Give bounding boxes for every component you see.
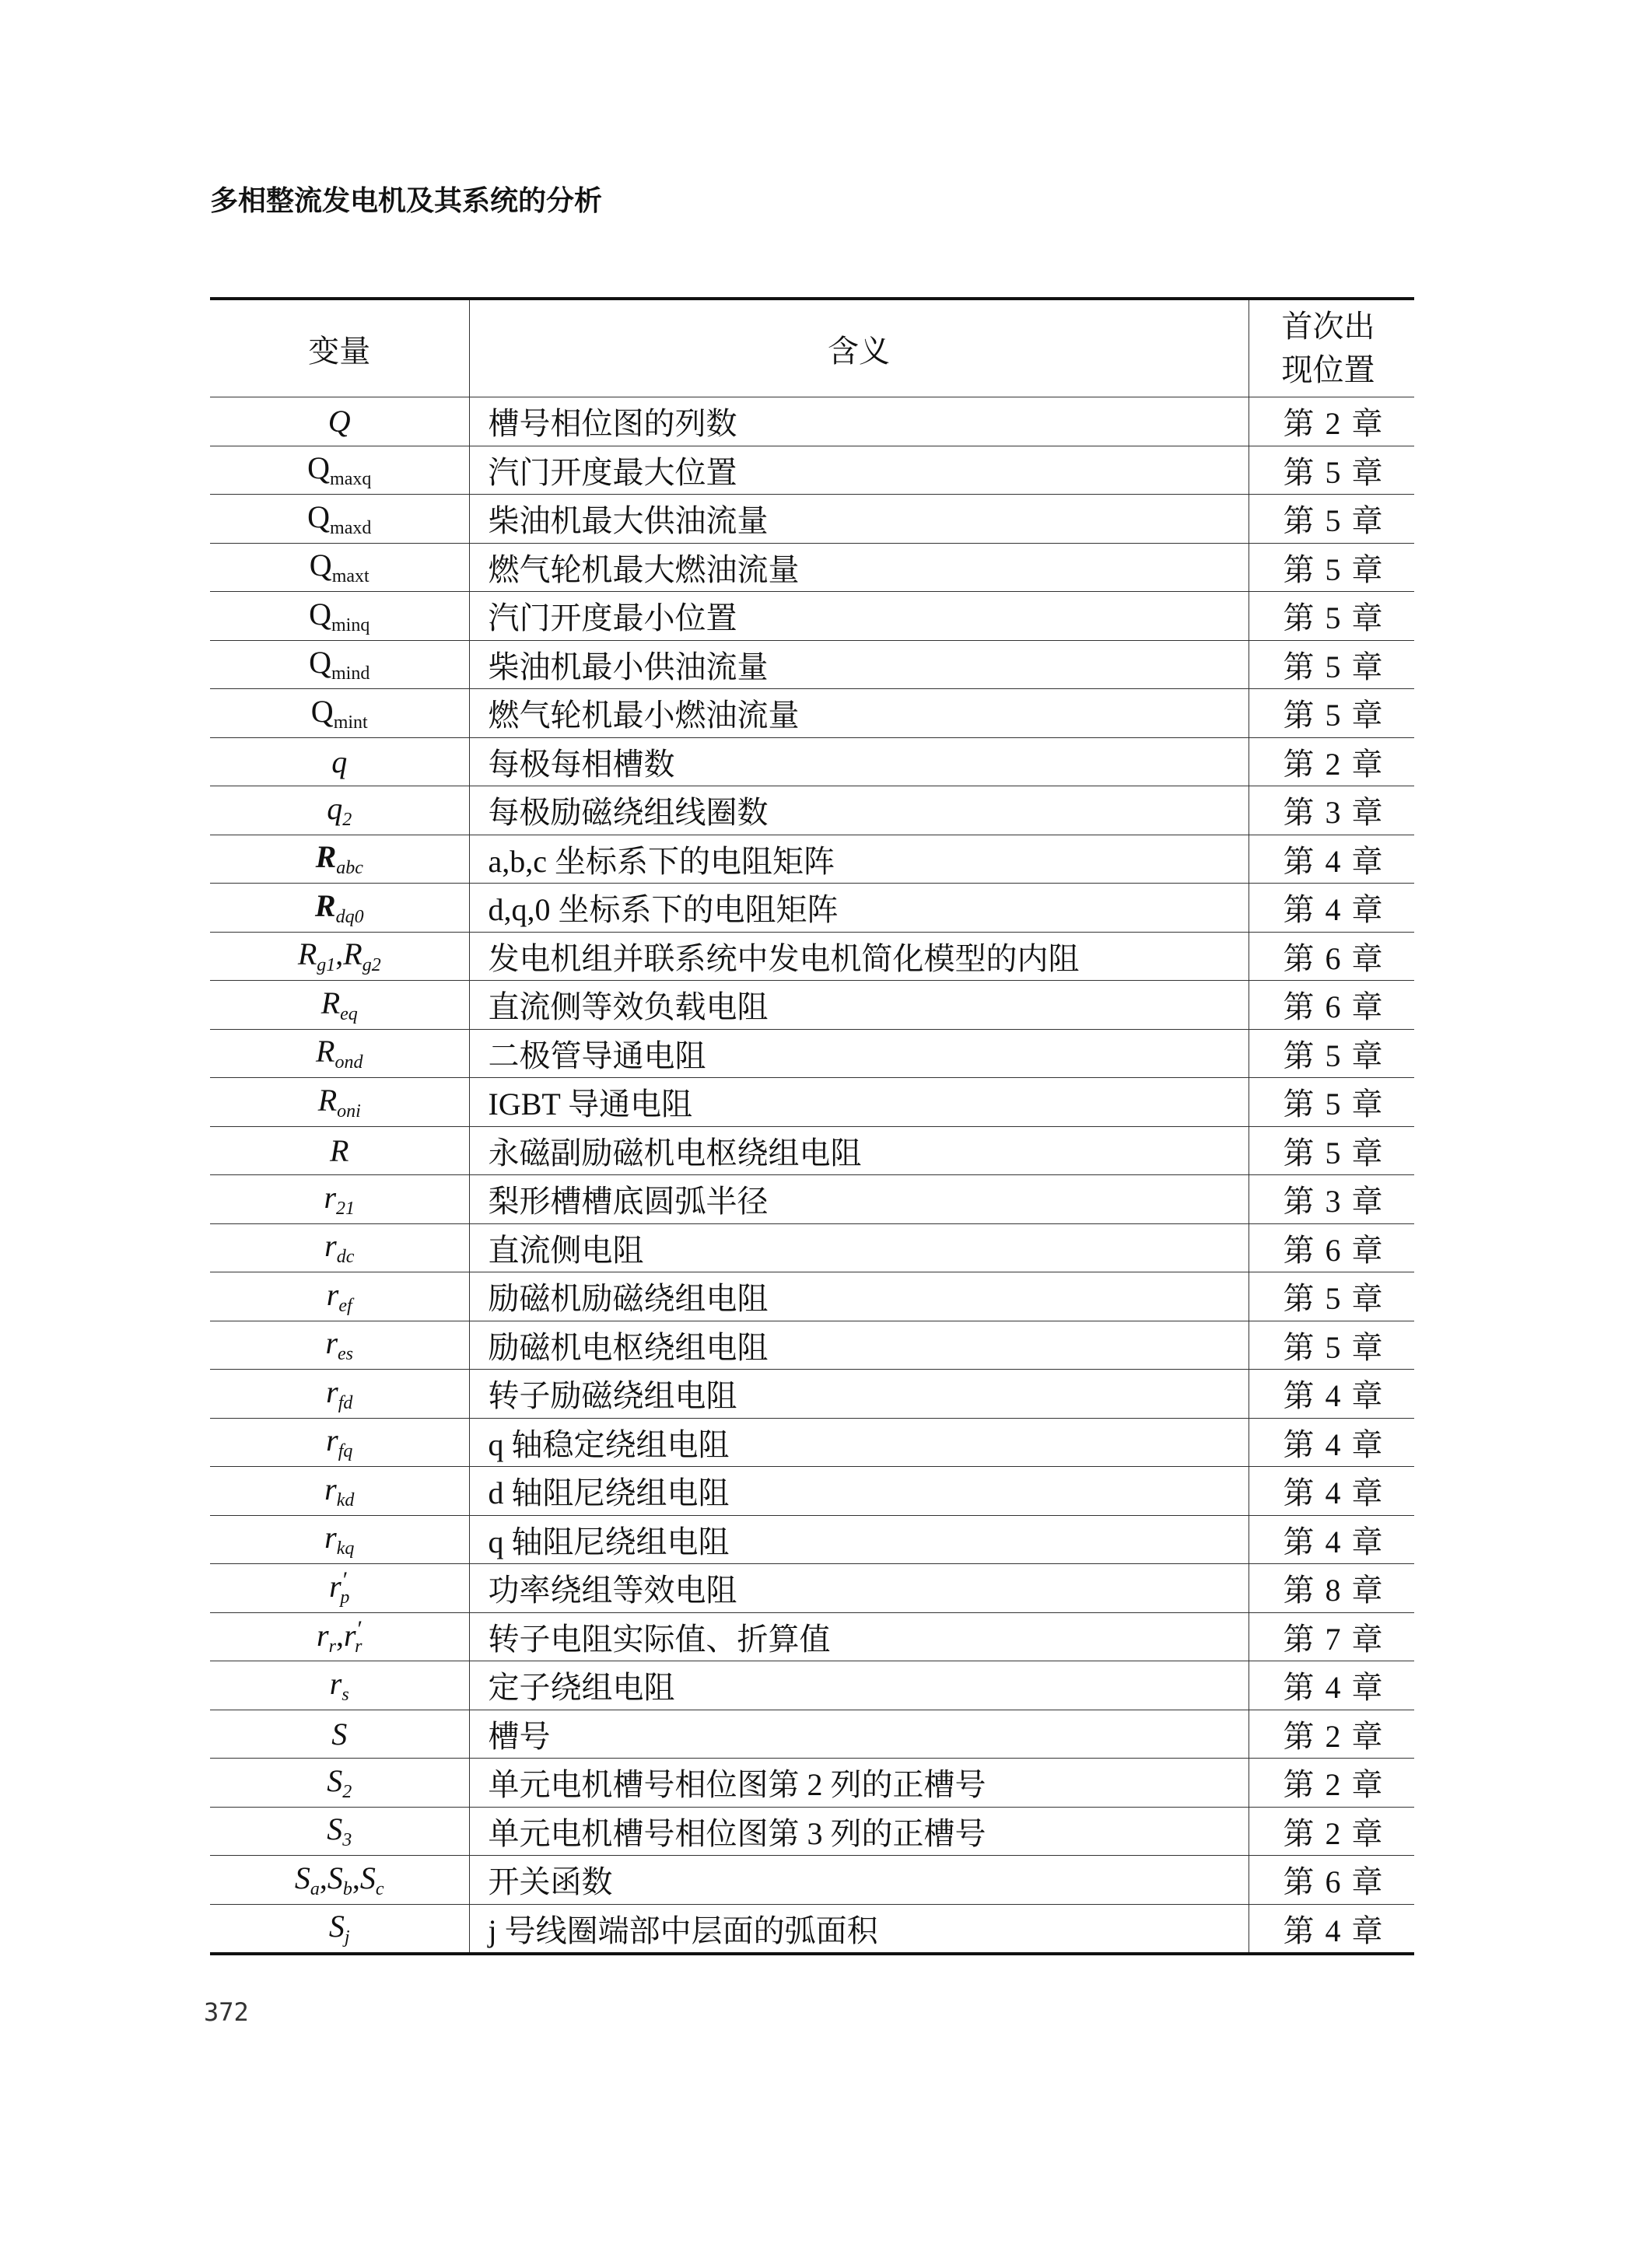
- symbol-subscript: abc: [336, 858, 363, 879]
- chapter-cell: 第 5 章: [1249, 495, 1414, 544]
- chapter-cell: 第 5 章: [1249, 689, 1414, 738]
- meaning-cell: 功率绕组等效电阻: [469, 1564, 1249, 1613]
- symbol-subscript: r: [328, 1636, 336, 1657]
- chapter-cell: 第 4 章: [1249, 1467, 1414, 1516]
- meaning-cell: a,b,c 坐标系下的电阻矩阵: [469, 835, 1249, 884]
- meaning-cell: 转子电阻实际值、折算值: [469, 1612, 1249, 1661]
- chapter-cell: 第 2 章: [1249, 1710, 1414, 1759]
- chapter-cell: 第 2 章: [1249, 397, 1414, 446]
- meaning-cell: 燃气轮机最大燃油流量: [469, 543, 1249, 592]
- header-variable: 变量: [210, 299, 469, 397]
- symbol-separator: ,: [335, 1617, 344, 1653]
- symbol-main: r: [343, 1617, 356, 1653]
- variable-cell: [210, 1612, 469, 1661]
- symbol-subscript: g1: [317, 955, 336, 976]
- symbol-subscript: maxq: [330, 469, 372, 490]
- variable-cell: [210, 884, 469, 933]
- symbol-subscript: maxd: [330, 517, 372, 538]
- chapter-cell: 第 4 章: [1249, 1370, 1414, 1419]
- chapter-cell: 第 6 章: [1249, 932, 1414, 981]
- page-number: 372: [204, 1997, 249, 2027]
- table-row: [210, 1612, 1414, 1661]
- symbol-main: r: [325, 1325, 338, 1361]
- meaning-cell: j 号线圈端部中层面的弧面积: [469, 1904, 1249, 1954]
- symbol-main: r: [326, 1423, 338, 1458]
- chapter-cell: 第 4 章: [1249, 1418, 1414, 1467]
- chapter-cell: 第 4 章: [1249, 1515, 1414, 1564]
- symbol-subscript: kd: [336, 1489, 355, 1510]
- symbol-main: S: [294, 1860, 310, 1895]
- symbol-main: R: [330, 1132, 349, 1168]
- table-row: [210, 1029, 1414, 1078]
- chapter-cell: 第 4 章: [1249, 1661, 1414, 1710]
- symbol-subscript: 3: [342, 1830, 352, 1851]
- table-row: [210, 397, 1414, 446]
- symbol-main: Q: [310, 693, 334, 729]
- meaning-cell: IGBT 导通电阻: [469, 1078, 1249, 1127]
- symbol-subscript: g2: [362, 955, 381, 976]
- chapter-cell: 第 7 章: [1249, 1612, 1414, 1661]
- chapter-cell: 第 8 章: [1249, 1564, 1414, 1613]
- symbol-main: S: [328, 1909, 345, 1944]
- symbol-main: r: [324, 1179, 337, 1215]
- variable-cell: [210, 446, 469, 495]
- symbol-main: r: [329, 1665, 342, 1701]
- table-row: [210, 884, 1414, 933]
- chapter-cell: 第 4 章: [1249, 835, 1414, 884]
- meaning-cell: 二极管导通电阻: [469, 1029, 1249, 1078]
- meaning-cell: d 轴阻尼绕组电阻: [469, 1467, 1249, 1516]
- variable-cell: [210, 1564, 469, 1613]
- variable-cell: [210, 1418, 469, 1467]
- variable-cell: [210, 932, 469, 981]
- symbol-subscript: mind: [331, 663, 370, 684]
- table-header: [210, 299, 1414, 397]
- symbol-main: r: [324, 1471, 337, 1507]
- header-first-line1: 首次出: [1281, 309, 1375, 344]
- table-row: [210, 495, 1414, 544]
- symbol-main: R: [297, 936, 317, 972]
- meaning-cell: 汽门开度最小位置: [469, 592, 1249, 641]
- chapter-cell: 第 2 章: [1249, 737, 1414, 786]
- variable-cell: [210, 981, 469, 1030]
- table-row: [210, 1515, 1414, 1564]
- table-row: [210, 1904, 1414, 1954]
- symbol-main: R: [315, 839, 337, 875]
- symbol-subscript: 2: [342, 809, 352, 830]
- symbol-prime: ′: [342, 1567, 348, 1594]
- meaning-cell: 梨形槽槽底圆弧半径: [469, 1175, 1249, 1224]
- symbol-main: S: [359, 1860, 376, 1895]
- table-row: [210, 1175, 1414, 1224]
- symbol-subscript: ond: [334, 1052, 363, 1073]
- table-row: [210, 1078, 1414, 1127]
- symbol-main: S: [327, 1762, 343, 1798]
- chapter-cell: 第 2 章: [1249, 1807, 1414, 1856]
- symbol-subscript: ef: [338, 1295, 352, 1316]
- variable-cell: [210, 1126, 469, 1175]
- symbol-main: r: [324, 1228, 337, 1264]
- symbol-main: r: [324, 1520, 337, 1556]
- variable-cell: [210, 1467, 469, 1516]
- table-row: [210, 543, 1414, 592]
- meaning-cell: 发电机组并联系统中发电机简化模型的内阻: [469, 932, 1249, 981]
- chapter-cell: 第 4 章: [1249, 1904, 1414, 1954]
- variable-cell: [210, 1272, 469, 1321]
- table-row: [210, 1223, 1414, 1272]
- variable-cell: [210, 1321, 469, 1370]
- chapter-cell: 第 5 章: [1249, 592, 1414, 641]
- table-row: [210, 640, 1414, 689]
- chapter-cell: 第 3 章: [1249, 786, 1414, 835]
- meaning-cell: 单元电机槽号相位图第 2 列的正槽号: [469, 1759, 1249, 1808]
- chapter-cell: 第 5 章: [1249, 640, 1414, 689]
- symbol-subscript: b: [342, 1878, 352, 1899]
- chapter-cell: 第 5 章: [1249, 1126, 1414, 1175]
- meaning-cell: 永磁副励磁机电枢绕组电阻: [469, 1126, 1249, 1175]
- symbol-subscript: r: [355, 1636, 362, 1657]
- symbol-subscript: mint: [333, 712, 368, 733]
- symbol-main: Q: [327, 404, 351, 439]
- symbol-main: q: [331, 744, 348, 779]
- variable-cell: [210, 786, 469, 835]
- table-row: [210, 1661, 1414, 1710]
- table-row: [210, 1856, 1414, 1905]
- meaning-cell: 汽门开度最大位置: [469, 446, 1249, 495]
- table-row: [210, 786, 1414, 835]
- symbol-subscript: p: [340, 1587, 350, 1608]
- symbol-subscript: 2: [342, 1781, 352, 1802]
- symbol-subscript: minq: [331, 614, 370, 635]
- symbol-subscript: j: [344, 1927, 350, 1948]
- symbol-main: Q: [309, 596, 332, 632]
- variable-cell: [210, 543, 469, 592]
- symbol-separator: ,: [352, 1860, 360, 1895]
- table-row: [210, 1564, 1414, 1613]
- chapter-cell: 第 5 章: [1249, 1272, 1414, 1321]
- header-meaning: 含义: [469, 299, 1249, 397]
- meaning-cell: 燃气轮机最小燃油流量: [469, 689, 1249, 738]
- variable-cell: [210, 1661, 469, 1710]
- symbol-main: R: [316, 1034, 335, 1069]
- meaning-cell: 直流侧等效负载电阻: [469, 981, 1249, 1030]
- variable-cell: [210, 1223, 469, 1272]
- variable-cell: [210, 592, 469, 641]
- table-row: [210, 737, 1414, 786]
- variable-cell: [210, 1370, 469, 1419]
- chapter-cell: 第 4 章: [1249, 884, 1414, 933]
- symbol-separator: ,: [335, 936, 344, 972]
- variable-cell: [210, 495, 469, 544]
- header-first-line2: 现位置: [1281, 352, 1375, 387]
- symbol-main: R: [314, 887, 336, 923]
- symbol-main: Q: [307, 499, 331, 534]
- table-row: [210, 689, 1414, 738]
- symbol-main: r: [317, 1617, 329, 1653]
- meaning-cell: d,q,0 坐标系下的电阻矩阵: [469, 884, 1249, 933]
- variable-cell: [210, 1078, 469, 1127]
- table-body: [210, 397, 1414, 1955]
- symbol-subscript: kq: [336, 1538, 355, 1559]
- symbol-subscript: c: [375, 1878, 384, 1899]
- variable-cell: [210, 689, 469, 738]
- variable-cell: [210, 1710, 469, 1759]
- meaning-cell: 转子励磁绕组电阻: [469, 1370, 1249, 1419]
- chapter-cell: 第 6 章: [1249, 981, 1414, 1030]
- table-row: [210, 1807, 1414, 1856]
- table-row: [210, 446, 1414, 495]
- meaning-cell: 开关函数: [469, 1856, 1249, 1905]
- variable-cell: [210, 397, 469, 446]
- table-row: [210, 1467, 1414, 1516]
- table-row: [210, 1370, 1414, 1419]
- table-row: [210, 932, 1414, 981]
- symbol-subscript: eq: [340, 1003, 358, 1024]
- variable-cell: [210, 1759, 469, 1808]
- symbol-main: q: [327, 790, 343, 826]
- variable-cell: [210, 737, 469, 786]
- symbol-main: Q: [307, 450, 331, 486]
- symbol-main: r: [326, 1276, 339, 1312]
- meaning-cell: 单元电机槽号相位图第 3 列的正槽号: [469, 1807, 1249, 1856]
- symbol-main: R: [317, 1082, 338, 1118]
- symbol-main: S: [327, 1860, 343, 1895]
- symbol-subscript: dc: [336, 1247, 355, 1268]
- chapter-cell: 第 6 章: [1249, 1223, 1414, 1272]
- header-row: [210, 299, 1414, 397]
- symbol-subscript: dq0: [335, 906, 364, 927]
- meaning-cell: 定子绕组电阻: [469, 1661, 1249, 1710]
- variable-cell: [210, 640, 469, 689]
- table-row: [210, 1710, 1414, 1759]
- meaning-cell: q 轴阻尼绕组电阻: [469, 1515, 1249, 1564]
- symbol-subscript: oni: [337, 1101, 361, 1122]
- symbol-separator: ,: [319, 1860, 327, 1895]
- running-head: 多相整流发电机及其系统的分析: [210, 184, 603, 217]
- meaning-cell: 直流侧电阻: [469, 1223, 1249, 1272]
- chapter-cell: 第 5 章: [1249, 1029, 1414, 1078]
- symbol-subscript: 21: [336, 1198, 355, 1219]
- symbol-prime: ′: [357, 1615, 363, 1642]
- symbol-main: R: [320, 985, 341, 1020]
- header-first-occurrence: [1249, 299, 1414, 397]
- variable-cell: [210, 835, 469, 884]
- meaning-cell: 柴油机最大供油流量: [469, 495, 1249, 544]
- variable-cell: [210, 1904, 469, 1954]
- symbol-main: R: [343, 936, 362, 972]
- table-row: [210, 592, 1414, 641]
- symbol-main: r: [326, 1374, 338, 1409]
- variable-cell: [210, 1175, 469, 1224]
- chapter-cell: 第 2 章: [1249, 1759, 1414, 1808]
- meaning-cell: 柴油机最小供油流量: [469, 640, 1249, 689]
- table-row: [210, 1418, 1414, 1467]
- meaning-cell: 槽号: [469, 1710, 1249, 1759]
- variable-cell: [210, 1515, 469, 1564]
- chapter-cell: 第 3 章: [1249, 1175, 1414, 1224]
- variable-cell: [210, 1807, 469, 1856]
- symbol-main: S: [327, 1811, 343, 1847]
- variable-cell: [210, 1029, 469, 1078]
- variable-cell: [210, 1856, 469, 1905]
- symbol-table: [210, 297, 1414, 1955]
- symbol-subscript: fq: [338, 1441, 353, 1462]
- chapter-cell: 第 5 章: [1249, 1321, 1414, 1370]
- symbol-subscript: s: [341, 1684, 349, 1705]
- symbol-subscript: maxt: [331, 566, 369, 587]
- symbol-main: Q: [309, 645, 332, 681]
- symbol-main: S: [331, 1716, 348, 1752]
- table-row: [210, 981, 1414, 1030]
- chapter-cell: 第 5 章: [1249, 543, 1414, 592]
- meaning-cell: 励磁机电枢绕组电阻: [469, 1321, 1249, 1370]
- symbol-subscript: fd: [338, 1392, 353, 1413]
- meaning-cell: 每极励磁绕组线圈数: [469, 786, 1249, 835]
- table-row: [210, 1759, 1414, 1808]
- chapter-cell: 第 6 章: [1249, 1856, 1414, 1905]
- chapter-cell: 第 5 章: [1249, 446, 1414, 495]
- meaning-cell: 励磁机励磁绕组电阻: [469, 1272, 1249, 1321]
- chapter-cell: 第 5 章: [1249, 1078, 1414, 1127]
- meaning-cell: 每极每相槽数: [469, 737, 1249, 786]
- symbol-main: r: [329, 1569, 341, 1605]
- symbol-main: Q: [309, 548, 332, 583]
- symbol-subscript: es: [338, 1344, 354, 1365]
- table-row: [210, 835, 1414, 884]
- table-row: [210, 1126, 1414, 1175]
- table-row: [210, 1321, 1414, 1370]
- symbol-subscript: a: [310, 1878, 320, 1899]
- meaning-cell: 槽号相位图的列数: [469, 397, 1249, 446]
- table-row: [210, 1272, 1414, 1321]
- meaning-cell: q 轴稳定绕组电阻: [469, 1418, 1249, 1467]
